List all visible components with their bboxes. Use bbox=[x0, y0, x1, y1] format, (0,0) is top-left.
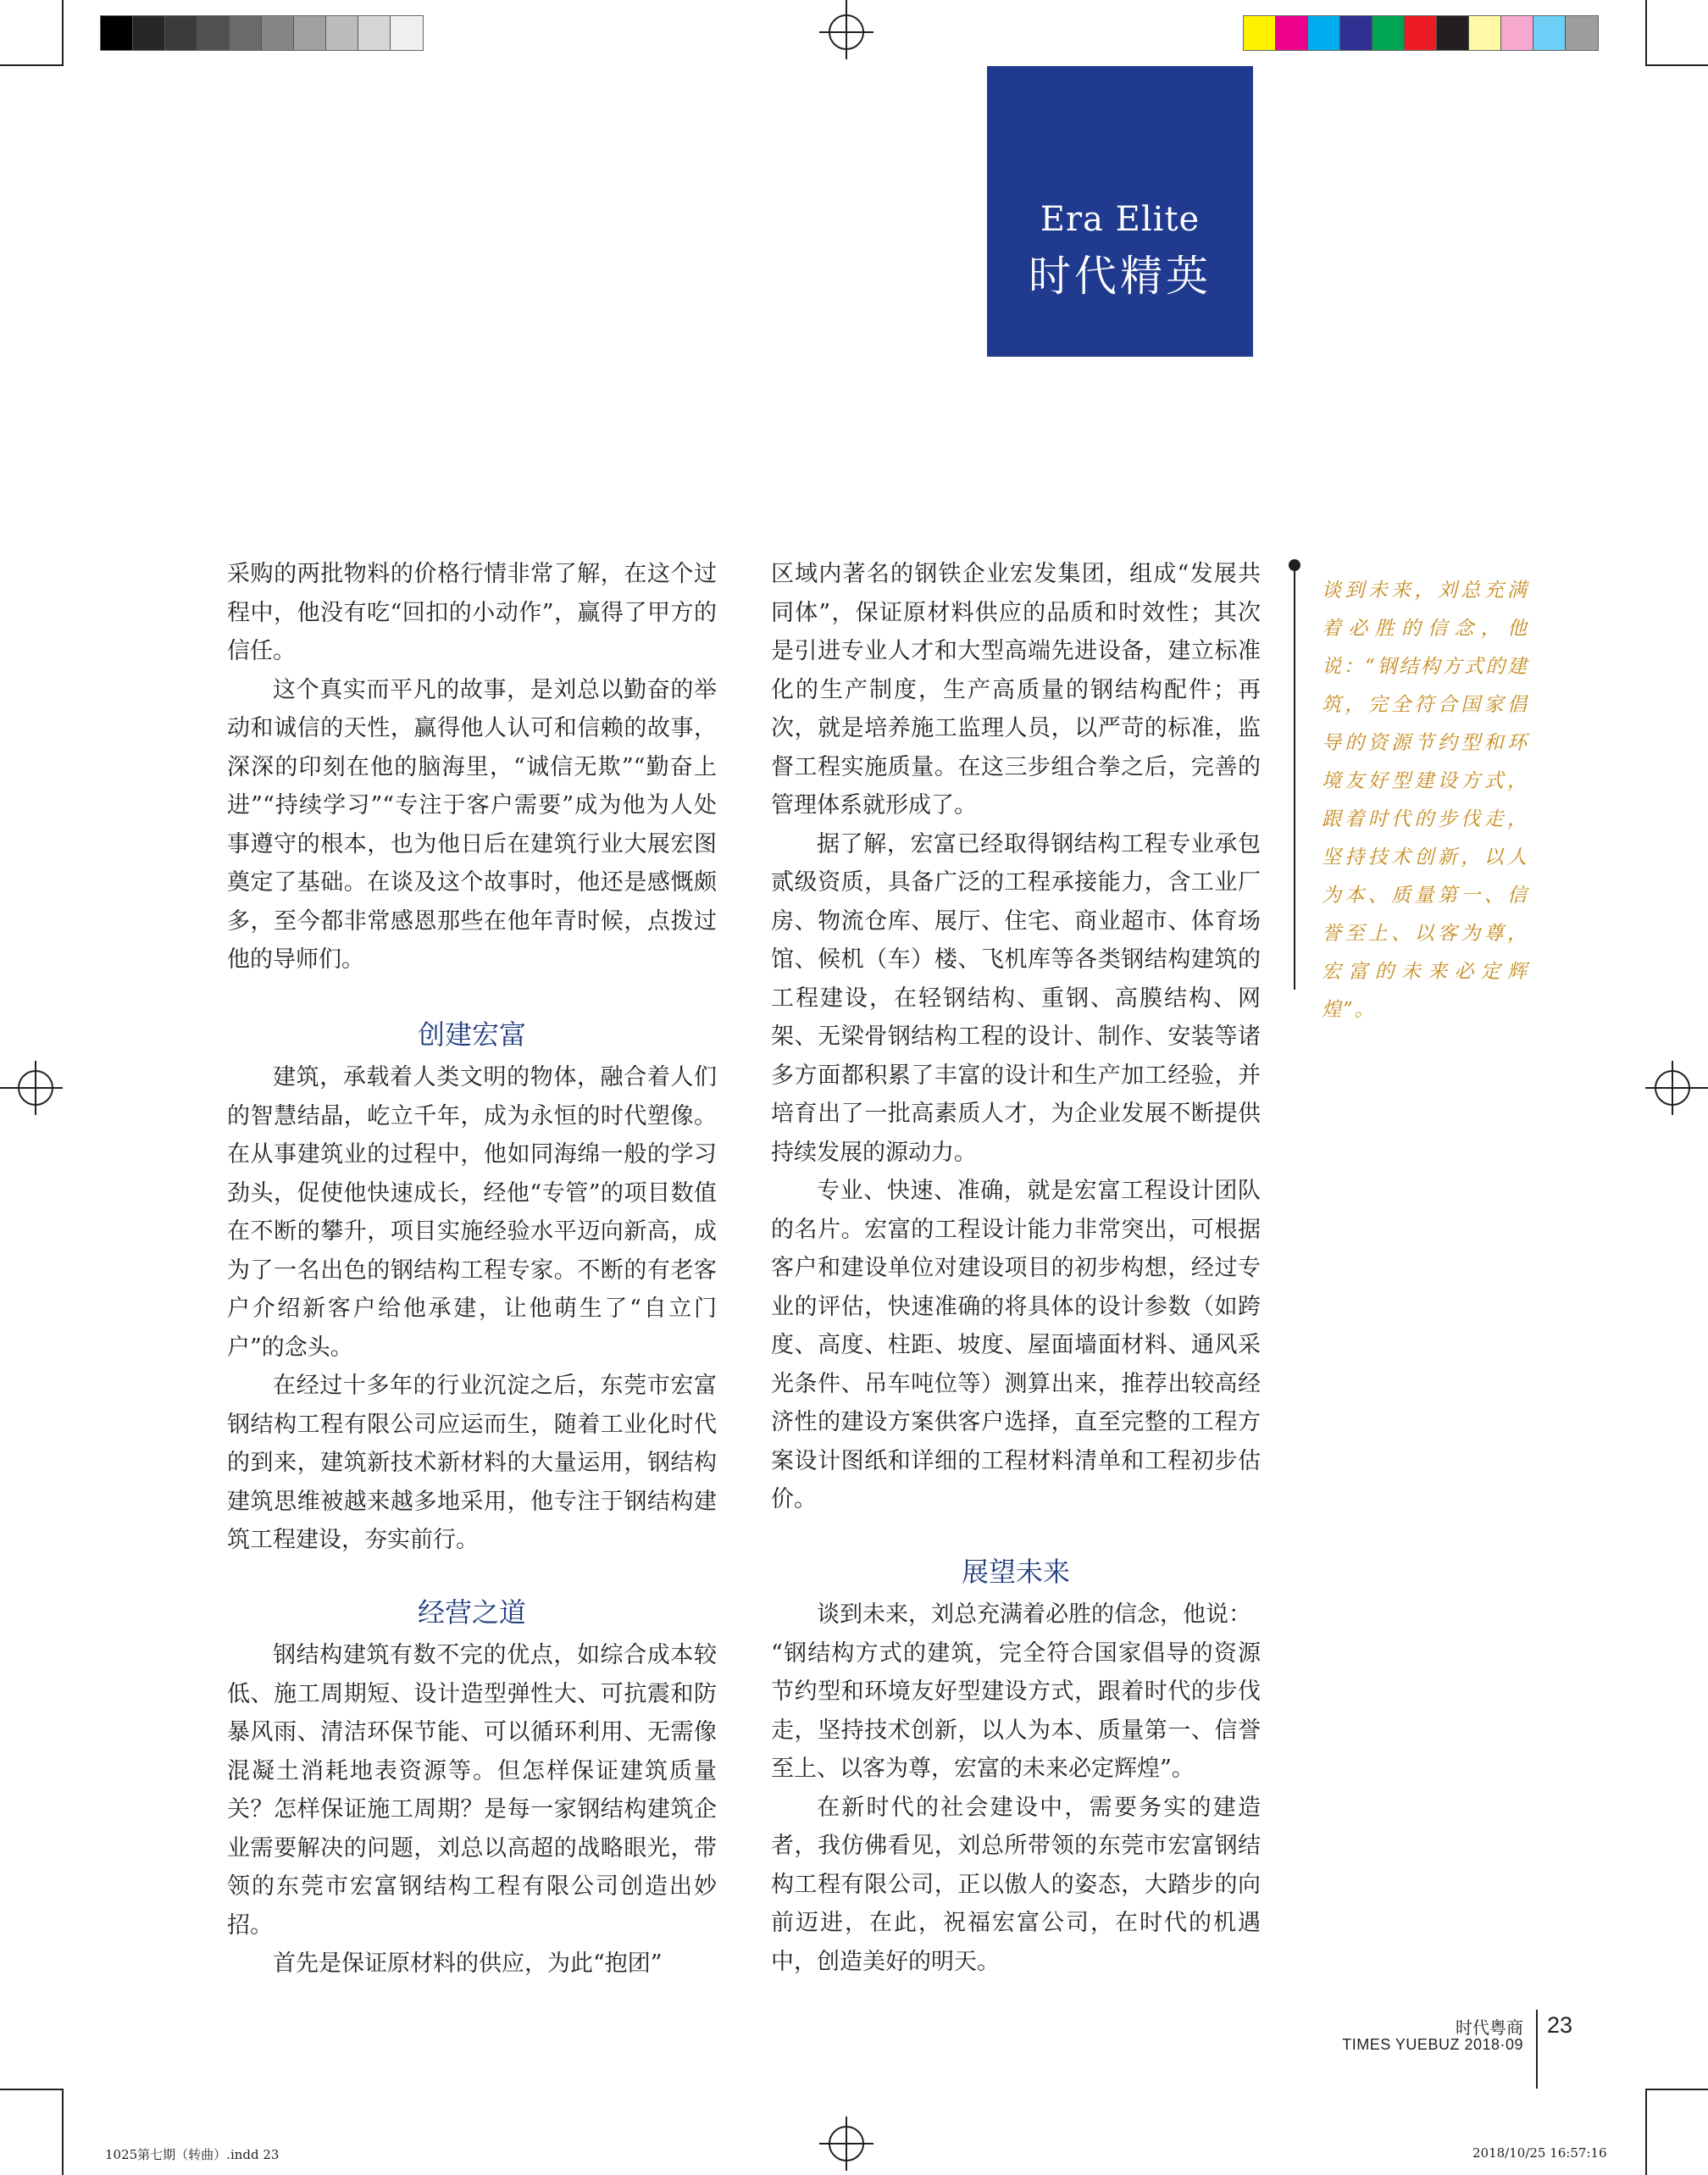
color-swatch bbox=[1372, 16, 1405, 50]
color-swatch bbox=[197, 16, 230, 50]
paragraph: 这个真实而平凡的故事，是刘总以勤奋的举动和诚信的天性，赢得他人认可和信赖的故事，深深的印刻在他的脑海里，“诚信无欺”“勤奋上进”“持续学习”“专注于客户需要”成为他为人处事遵守的根本，也为他日后在建筑行业大展宏图奠定了基础。在谈及这个故事时，他还是感慨颇多，至今都非常感恩那些在他年青时候，点拨过他的导师们。 bbox=[227, 676, 717, 973]
paragraph: 区域内著名的钢铁企业宏发集团，组成“发展共同体”，保证原材料供应的品质和时效性；其次是引进专业人才和大型高端先进设备，建立标准化的生产制度，生产高质量的钢结构配件；再次，就是培养施工监理人员，以严苛的标准，监督工程实施质量。在这三步组合拳之后，完善的管理体系就形成了。 bbox=[771, 561, 1261, 818]
color-swatch bbox=[1501, 16, 1533, 50]
registration-mark-bottom bbox=[819, 2117, 873, 2171]
color-swatch bbox=[1405, 16, 1437, 50]
paragraph: 在经过十多年的行业沉淀之后，东莞市宏富钢结构工程有限公司应运而生，随着工业化时代的到来，建筑新技术新材料的大量运用，钢结构建筑思维被越来越多地采用，他专注于钢结构建筑工程建设，夯实前行。 bbox=[227, 1373, 717, 1553]
color-swatch bbox=[230, 16, 262, 50]
color-swatch bbox=[391, 16, 423, 50]
crop-mark bbox=[62, 2089, 64, 2175]
pullquote-rule bbox=[1294, 566, 1295, 990]
paragraph: 据了解，宏富已经取得钢结构工程专业承包贰级资质，具备广泛的工程承接能力，含工业厂房、物流仓库、展厅、住宅、商业超市、体育场馆、候机（车）楼、飞机库等各类钢结构建筑的工程建设，在轻钢结构、重钢、高膜结构、网架、无梁骨钢结构工程的设计、制作、安装等诸多方面都积累了丰富的设计和生产加工经验，并培育出了一批高素质人才，为企业发展不断提供持续发展的源动力。 bbox=[771, 830, 1261, 1166]
article-column-2 bbox=[771, 555, 1261, 1981]
color-swatch bbox=[1308, 16, 1340, 50]
magazine-name: 时代粤商 bbox=[1456, 2017, 1523, 2038]
crop-mark bbox=[0, 64, 62, 66]
color-swatch bbox=[326, 16, 358, 50]
registration-mark-right bbox=[1645, 1061, 1700, 1115]
color-swatch bbox=[294, 16, 326, 50]
paragraph: 钢结构建筑有数不完的优点，如综合成本较低、施工周期短、设计造型弹性大、可抗震和防暴风雨、清洁环保节能、可以循环利用、无需像混凝土消耗地表资源等。但怎样保证建筑质量关？怎样保证施工周期？是每一家钢结构建筑企业需要解决的问题，刘总以高超的战略眼光，带领的东莞市宏富钢结构工程有限公司创造出妙招。 bbox=[227, 1642, 717, 1939]
color-swatch bbox=[165, 16, 197, 50]
section-heading: 展望未来 bbox=[961, 1555, 1070, 1588]
paragraph: “钢结构方式的建筑，完全符合国家倡导的资源节约型和环境友好型建设方式，跟着时代的步伐走，坚持技术创新，以人为本、质量第一、信誉至上、以客为尊，宏富的未来必定辉煌”。 bbox=[771, 1640, 1261, 1782]
article-column-1 bbox=[227, 555, 717, 1984]
slug-timestamp: 2018/10/25 16:57:16 bbox=[1472, 2145, 1607, 2161]
color-swatch bbox=[101, 16, 133, 50]
color-swatch bbox=[262, 16, 294, 50]
color-swatch bbox=[133, 16, 165, 50]
registration-tick bbox=[1700, 1087, 1708, 1089]
cmyk-colorbar bbox=[1243, 15, 1599, 51]
color-swatch bbox=[1244, 16, 1276, 50]
crop-mark bbox=[62, 0, 64, 66]
registration-tick bbox=[0, 1087, 8, 1089]
color-swatch bbox=[1437, 16, 1469, 50]
registration-mark-top bbox=[819, 5, 873, 59]
registration-tick bbox=[846, 0, 847, 8]
pullquote: 谈到未来，刘总充满着必胜的信念，他说：“钢结构方式的建筑，完全符合国家倡导的资源节约型和环境友好型建设方式，跟着时代的步伐走，坚持技术创新，以人为本、质量第一、信誉至上、以客为尊，宏富的未来必定辉煌”。 bbox=[1322, 580, 1528, 1021]
crop-mark bbox=[1645, 2089, 1708, 2090]
paragraph: 谈到未来，刘总充满着必胜的信念，他说： bbox=[817, 1601, 1251, 1628]
page-number: 23 bbox=[1547, 2012, 1573, 2038]
paragraph: 专业、快速、准确，就是宏富工程设计团队的名片。宏富的工程设计能力非常突出，可根据客户和建设单位对建设项目的初步构想，经过专业的评估，快速准确的将具体的设计参数（如跨度、高度、柱距、坡度、屋面墙面材料、通风采光条件、吊车吨位等）测算出来，推荐出较高经济性的建设方案供客户选择，直至完整的工程方案设计图纸和详细的工程材料清单和工程初步估价。 bbox=[771, 1178, 1261, 1512]
grayscale-colorbar bbox=[100, 15, 424, 51]
paragraph: 首先是保证原材料的供应，为此“抱团” bbox=[273, 1950, 663, 1977]
crop-mark bbox=[1645, 0, 1647, 66]
paragraph: 采购的两批物料的价格行情非常了解，在这个过程中，他没有吃“回扣的小动作”，赢得了甲方的信任。 bbox=[227, 561, 717, 664]
color-swatch bbox=[1276, 16, 1308, 50]
crop-mark bbox=[1645, 2089, 1647, 2175]
section-heading: 创建宏富 bbox=[417, 1018, 526, 1051]
section-title-cn: 时代精英 bbox=[1029, 252, 1212, 301]
registration-mark-left bbox=[8, 1061, 63, 1115]
slug-filename: 1025第七期（转曲）.indd 23 bbox=[105, 2147, 280, 2162]
crop-mark bbox=[0, 2089, 62, 2090]
color-swatch bbox=[1533, 16, 1566, 50]
folio-divider bbox=[1536, 2010, 1538, 2089]
section-heading: 经营之道 bbox=[417, 1595, 526, 1628]
crop-mark bbox=[1645, 64, 1708, 66]
color-swatch bbox=[1340, 16, 1372, 50]
paragraph: 建筑，承载着人类文明的物体，融合着人们的智慧结晶，屹立千年，成为永恒的时代塑像。在从事建筑业的过程中，他如同海绵一般的学习劲头，促使他快速成长，经他“专管”的项目数值在不断的攀升，项目实施经验水平迈向新高，成为了一名出色的钢结构工程专家。不断的有老客户介绍新客户给他承建，让他萌生了“自立门户”的念头。 bbox=[227, 1064, 717, 1361]
section-title-en: Era Elite bbox=[1040, 200, 1201, 239]
section-header bbox=[987, 66, 1253, 357]
color-swatch bbox=[358, 16, 391, 50]
color-swatch bbox=[1469, 16, 1501, 50]
color-swatch bbox=[1566, 16, 1598, 50]
magazine-issue: TIMES YUEBUZ 2018·09 bbox=[1342, 2036, 1523, 2053]
paragraph: 在新时代的社会建设中，需要务实的建造者，我仿佛看见，刘总所带领的东莞市宏富钢结构工程有限公司，正以傲人的姿态，大踏步的向前迈进，在此，祝福宏富公司，在时代的机遇中，创造美好的明天。 bbox=[771, 1794, 1261, 1975]
